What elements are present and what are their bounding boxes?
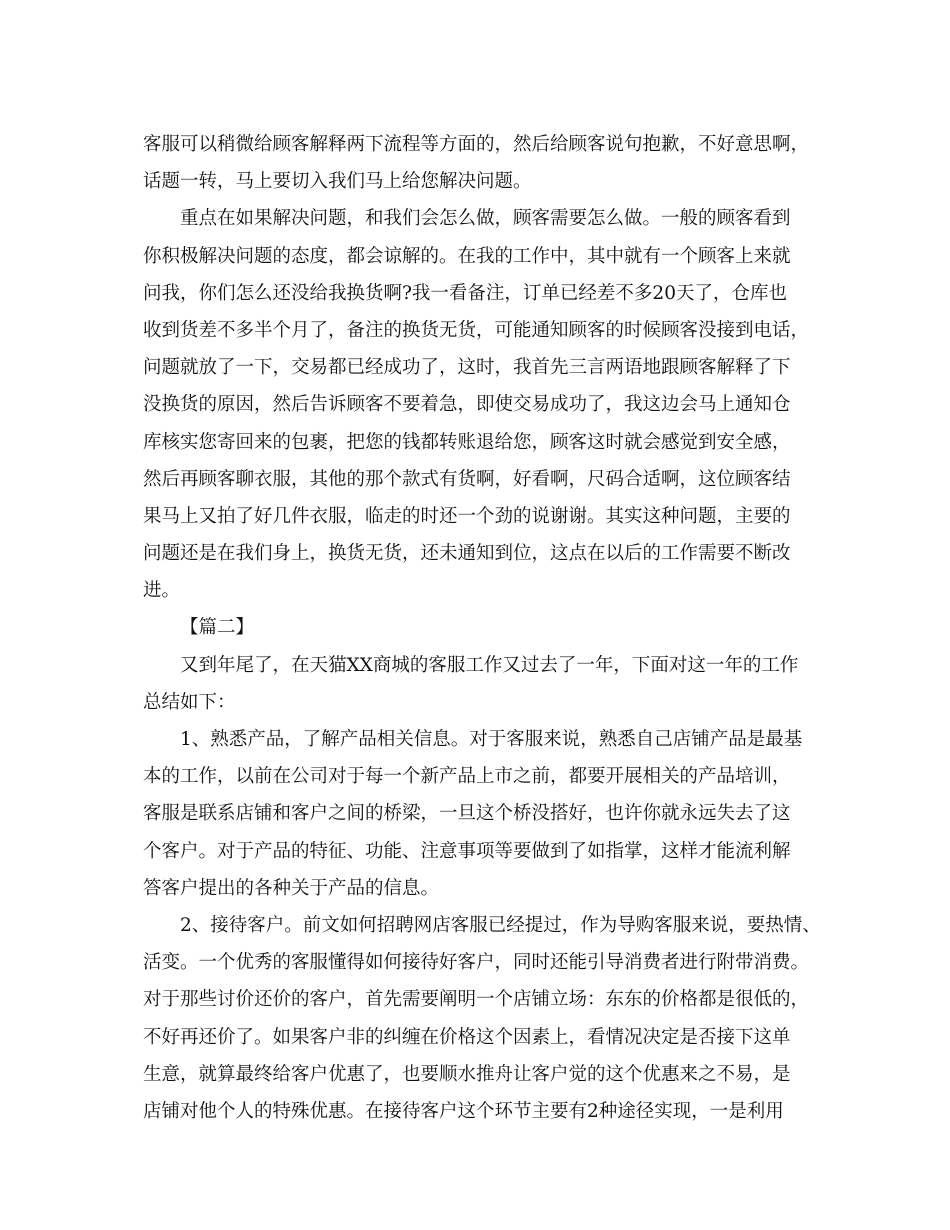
text-line: 话题一转，马上要切入我们马上给您解决问题。 xyxy=(143,171,532,193)
text-line: 没换货的原因，然后告诉顾客不要着急，即使交易成功了，我这边会马上通知仓 xyxy=(143,394,791,416)
text-line: 不好再还价了。如果客户非的纠缠在价格这个因素上，看情况决定是否接下这单 xyxy=(143,1026,791,1048)
text-line: 活变。一个优秀的客服懂得如何接待好客户，同时还能引导消费者进行附带消费。 xyxy=(143,952,810,974)
text-line: 问我，你们怎么还没给我换货啊?我一看备注，订单已经差不多20天了，仓库也 xyxy=(143,282,787,304)
section-heading: 【篇二】 xyxy=(180,617,255,639)
text-line: 问题还是在我们身上，换货无货，还未通知到位，这点在以后的工作需要不断改 xyxy=(143,543,791,565)
document-body xyxy=(143,126,833,1130)
text-line: 店铺对他个人的特殊优惠。在接待客户这个环节主要有2种途径实现，一是利用 xyxy=(143,1100,784,1122)
paragraph-start-line: 2、接待客户。前文如何招聘网店客服已经提过，作为导购客服来说，要热情、 xyxy=(180,914,821,936)
paragraph-start-line: 1、熟悉产品，了解产品相关信息。对于客服来说，熟悉自己店铺产品是最基 xyxy=(180,729,803,750)
text-line: 对于那些讨价还价的客户，首先需要阐明一个店铺立场：东东的价格都是很低的， xyxy=(143,989,810,1011)
text-line: 客服是联系店铺和客户之间的桥梁，一旦这个桥没搭好，也许你就永远失去了这 xyxy=(143,803,791,825)
text-line: 收到货差不多半个月了，备注的换货无货，可能通知顾客的时候顾客没接到电话， xyxy=(143,319,810,341)
text-line: 你积极解决问题的态度，都会谅解的。在我的工作中，其中就有一个顾客上来就 xyxy=(143,245,791,267)
text-line: 果马上又拍了好几件衣服，临走的时还一个劲的说谢谢。其实这种问题，主要的 xyxy=(143,505,791,527)
paragraph-start-line: 又到年尾了，在天猫XX商城的客服工作又过去了一年，下面对这一年的工作 xyxy=(180,654,799,676)
text-line: 总结如下： xyxy=(143,691,236,713)
text-line: 客服可以稍微给顾客解释两下流程等方面的，然后给顾客说句抱歉，不好意思啊， xyxy=(143,134,810,155)
text-line: 进。 xyxy=(143,580,181,602)
text-line: 个客户。对于产品的特征、功能、注意事项等要做到了如指掌，这样才能流利解 xyxy=(143,840,791,862)
paragraph-start-line: 重点在如果解决问题，和我们会怎么做，顾客需要怎么做。一般的顾客看到 xyxy=(180,208,791,230)
text-line: 问题就放了一下，交易都已经成功了，这时，我首先三言两语地跟顾客解释了下 xyxy=(143,357,791,379)
text-line: 库核实您寄回来的包裹，把您的钱都转账退给您，顾客这时就会感觉到安全感， xyxy=(143,431,791,453)
text-line: 本的工作，以前在公司对于每一个新产品上市之前，都要开展相关的产品培训， xyxy=(143,766,791,788)
text-line: 然后再顾客聊衣服，其他的那个款式有货啊，好看啊，尺码合适啊，这位顾客结 xyxy=(143,468,791,490)
text-line: 答客户提出的各种关于产品的信息。 xyxy=(143,877,440,899)
text-line: 生意，就算最终给客户优惠了，也要顺水推舟让客户觉的这个优惠来之不易，是 xyxy=(143,1063,791,1085)
